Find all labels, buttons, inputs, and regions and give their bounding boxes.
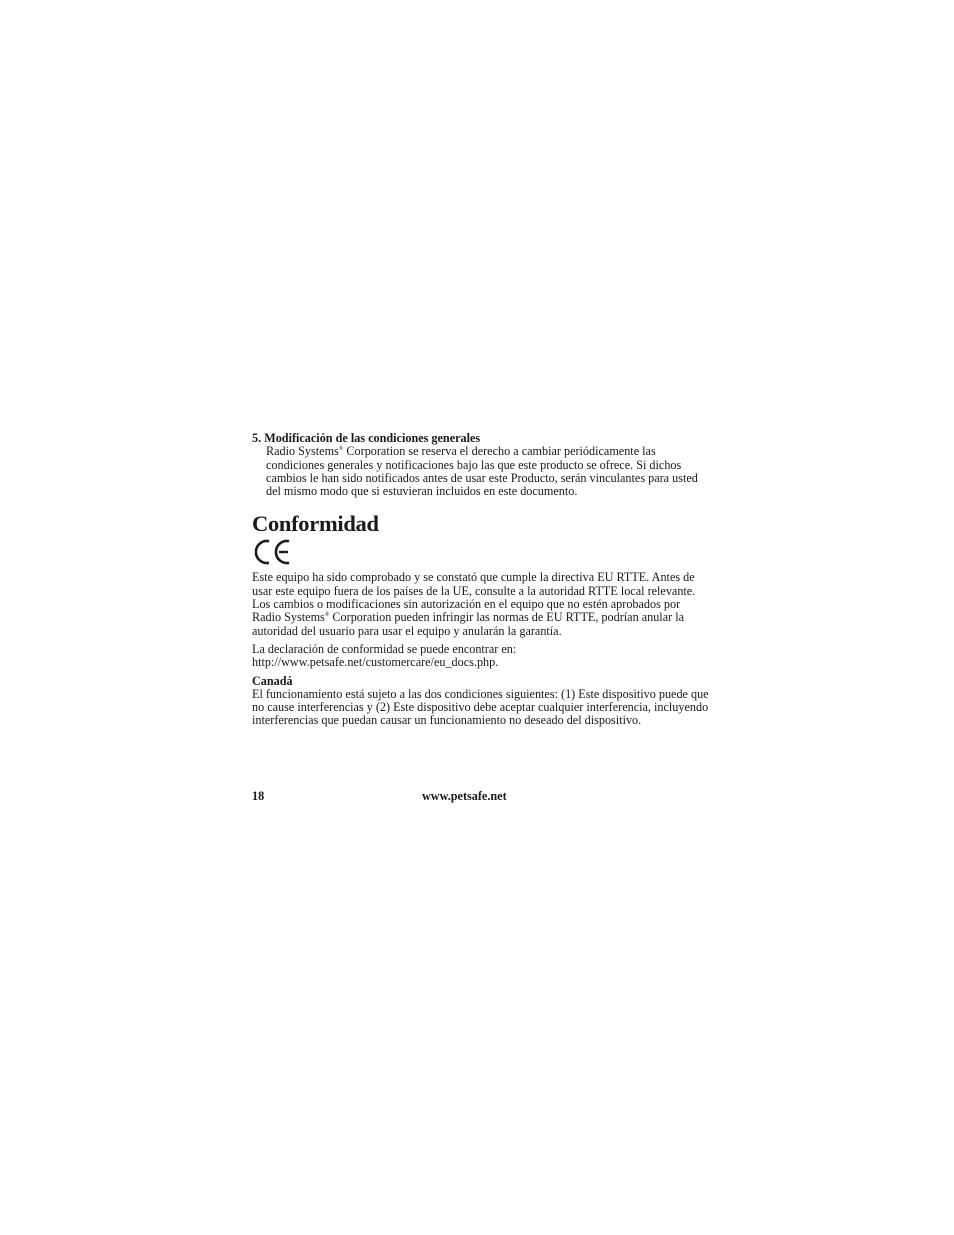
conformidad-paragraph-1-part1: Este equipo ha sido comprobado y se constató que cumple la directiva EU RTTE. Antes de usar este equipo fuera de los países de la UE, consulte a la autoridad RTTE local relevante. Los cambios o modificaciones sin autorización en el equipo que no estén aprobados por Radio Systems — [252, 570, 696, 625]
canada-paragraph: El funcionamiento está sujeto a las dos condiciones siguientes: (1) Este dispositivo puede que no cause interferencias y (2) Este dispositivo debe aceptar cualquier interferencia, incluyendo interferencias que puedan causar un funcionamiento no deseado del dispositivo. — [252, 686, 709, 728]
page-number: 18 — [252, 789, 265, 803]
document-body — [252, 432, 712, 728]
registered-mark: ® — [338, 446, 344, 453]
footer-website: www.petsafe.net — [422, 789, 507, 803]
section-5-text-part1: Radio Systems — [266, 444, 339, 459]
canada-subheading: Canadá — [252, 673, 293, 688]
conformidad-heading: Conformidad — [252, 511, 379, 537]
conformidad-paragraph-2: La declaración de conformidad se puede encontrar en: http://www.petsafe.net/customercare/eu_docs.php. — [252, 641, 517, 670]
section-5-title-text: Modificación de las condiciones generales — [264, 431, 481, 445]
section-5 — [252, 432, 712, 498]
section-5-text — [252, 445, 712, 498]
ce-mark-icon — [252, 538, 292, 566]
section-5-number: 5. — [252, 431, 262, 445]
registered-mark: ® — [324, 612, 330, 619]
conformidad-paragraph-1-part2: Corporation pueden infringir las normas de EU RTTE, podrían anular la autoridad del usuario para usar el equipo y anularán la garantía. — [252, 610, 684, 638]
section-5-title — [252, 432, 712, 445]
conformidad-paragraph-1 — [252, 571, 712, 637]
section-5-text-part2: Corporation se reserva el derecho a cambiar periódicamente las condiciones generales y notificaciones bajo las que este producto se ofrece. Si dichos cambios le han sido notificados antes de usar este Producto, serán vinculantes para usted del mismo modo que si estuvieran incluidos en este documento. — [266, 444, 698, 499]
